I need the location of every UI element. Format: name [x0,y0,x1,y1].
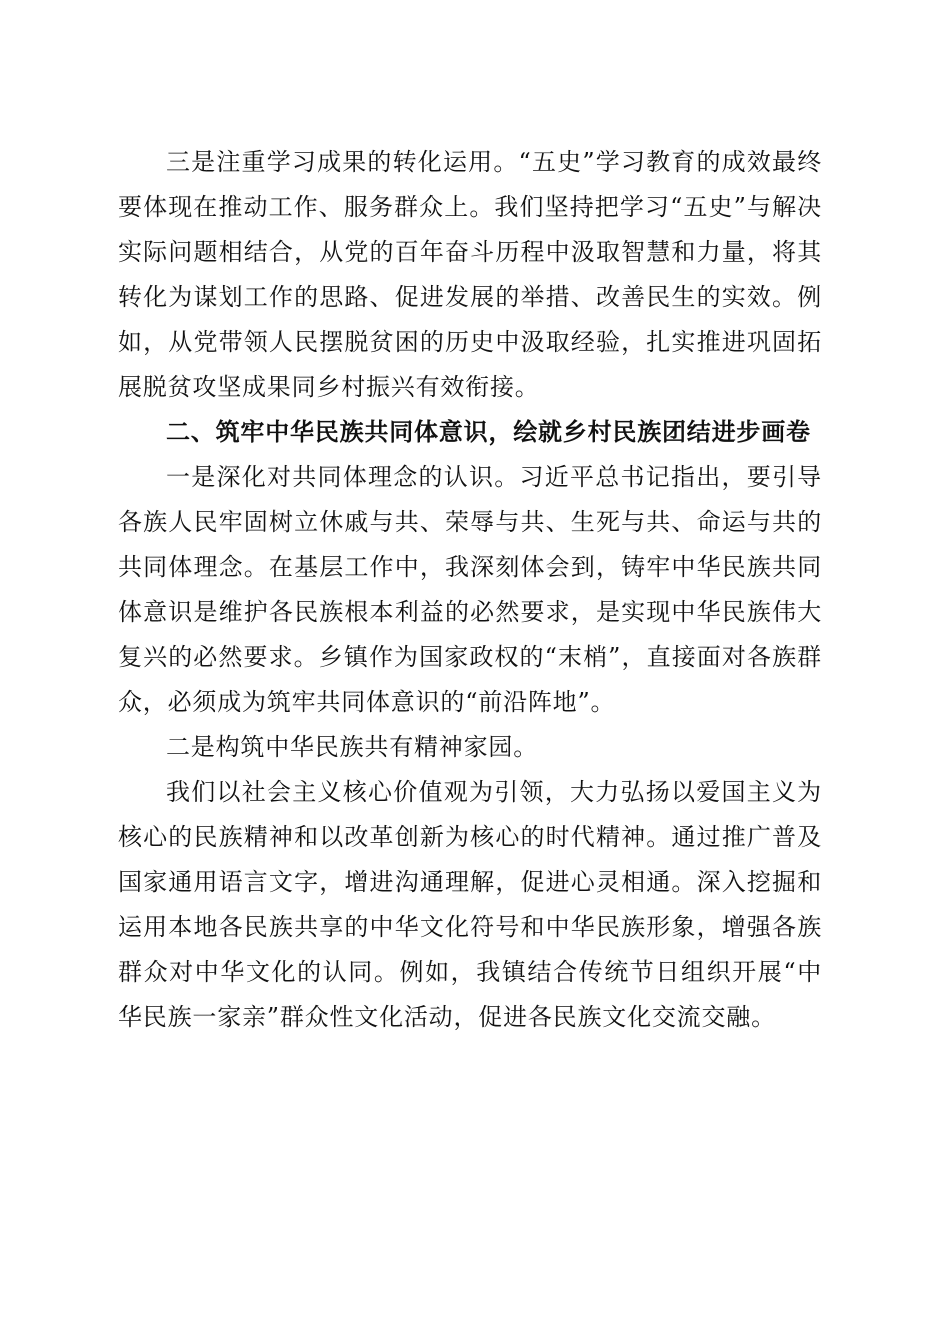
section-heading: 二、筑牢中华民族共同体意识，绘就乡村民族团结进步画卷 [166,418,811,446]
paragraph-community-concept: 一是深化对共同体理念的认识。习近平总书记指出，要引导各族人民牢固树立休戚与共、荣辱与共、生死与共、命运与共的共同体理念。在基层工作中，我深刻体会到，铸牢中华民族共同体意识是维护各民族根本利益的必然要求，是实现中华民族伟大复兴的必然要求。乡镇作为国家政权的“末梢”，直接面对各族群众，必须成为筑牢共同体意识的“前沿阵地”。 [118,463,822,716]
paragraph-core-values: 我们以社会主义核心价值观为引领，大力弘扬以爱国主义为核心的民族精神和以改革创新为核心的时代精神。通过推广普及国家通用语言文字，增进沟通理解，促进心灵相通。深入挖掘和运用本地各民族共享的中华文化符号和中华民族形象，增强各族群众对中华文化的认同。例如，我镇结合传统节日组织开展“中华民族一家亲”群众性文化活动，促进各民族文化交流交融。 [118,778,822,1031]
document-body [118,140,822,1040]
paragraph-spiritual-home-title: 二是构筑中华民族共有精神家园。 [166,733,538,761]
paragraph-transformation-use: 三是注重学习成果的转化运用。“五史”学习教育的成效最终要体现在推动工作、服务群众上。我们坚持把学习“五史”与解决实际问题相结合，从党的百年奋斗历程中汲取智慧和力量，将其转化为谋划工作的思路、促进发展的举措、改善民生的实效。例如，从党带领人民摆脱贫困的历史中汲取经验，扎实推进巩固拓展脱贫攻坚成果同乡村振兴有效衔接。 [118,148,822,401]
